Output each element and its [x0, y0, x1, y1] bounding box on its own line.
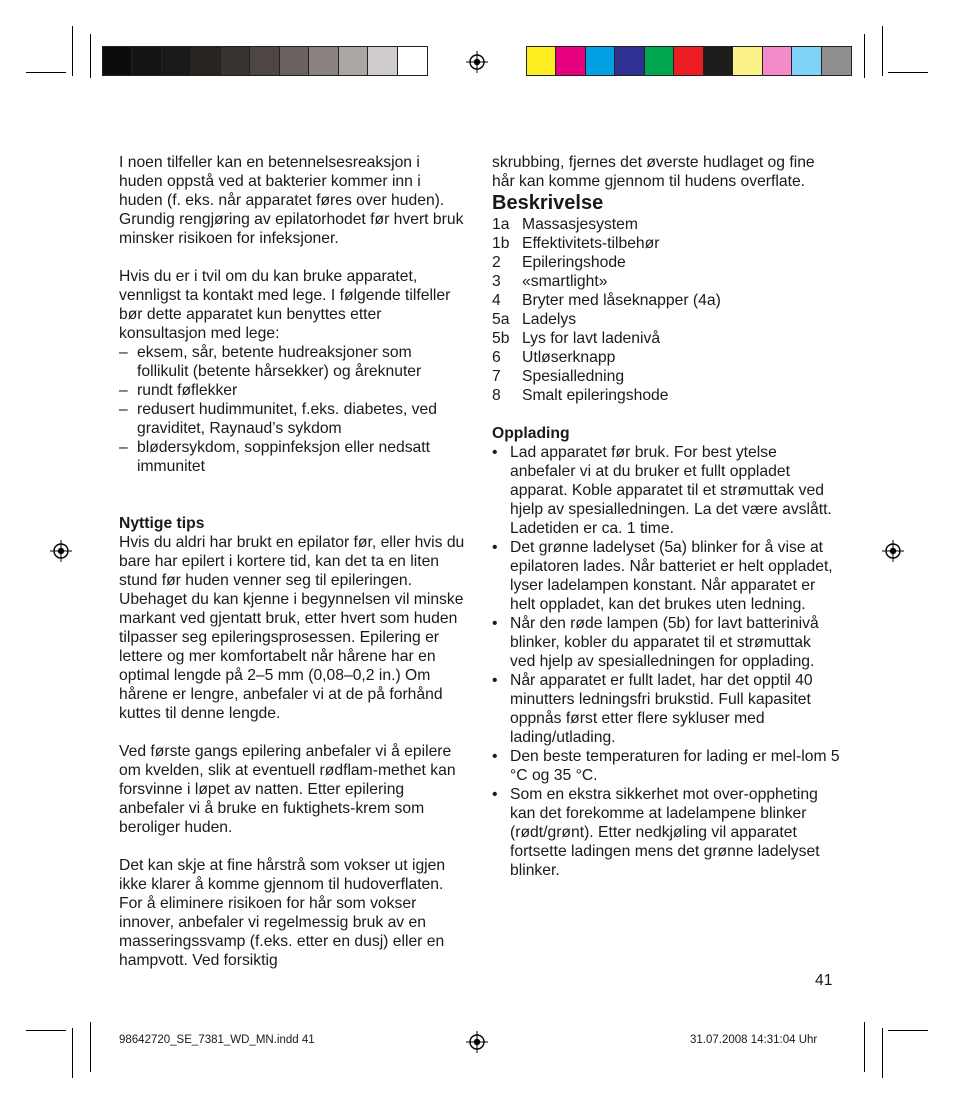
registration-mark-icon — [882, 540, 904, 562]
description-item — [492, 329, 840, 348]
description-item-number: 2 — [492, 254, 501, 271]
crop-mark — [882, 26, 883, 76]
color-swatch — [221, 47, 250, 75]
footer-file-name: 98642720_SE_7381_WD_MN.indd 41 — [119, 1034, 315, 1046]
color-swatch — [250, 47, 279, 75]
description-item — [492, 310, 840, 329]
color-swatch — [822, 47, 851, 75]
list-item: • Det grønne ladelyset (5a) blinker for å vise at epilatoren lades. Når batteriet er helt oppladet, lyser ladelampen konstant. Når apparatet er helt oppladet, kan det brukes uten ledning. — [492, 539, 833, 613]
color-swatch — [704, 47, 733, 75]
crop-mark — [90, 1022, 91, 1072]
left-column — [119, 153, 467, 970]
description-item-label: Epileringshode — [522, 254, 626, 271]
conditions-list — [119, 343, 467, 476]
description-item-number: 1b — [492, 235, 510, 252]
color-swatch — [339, 47, 368, 75]
charging-heading: Opplading — [492, 425, 570, 442]
consult-doctor-paragraph: Hvis du er i tvil om du kan bruke apparatet, vennligst ta kontakt med lege. I følgende tilfeller bør dette apparatet kun benyttes etter konsultasjon med lege: — [119, 268, 451, 342]
description-item-number: 8 — [492, 387, 501, 404]
tips-heading: Nyttige tips — [119, 515, 205, 532]
continuation-paragraph: skrubbing, fjernes det øverste hudlaget og fine hår kan komme gjennom til hudens overflate. — [492, 154, 815, 190]
description-item-label: Spesialledning — [522, 368, 625, 385]
grayscale-calibration-bar — [102, 46, 428, 76]
charging-list — [492, 443, 840, 880]
color-swatch — [792, 47, 821, 75]
crop-mark — [72, 26, 73, 76]
crop-mark — [888, 1030, 928, 1031]
crop-mark — [888, 72, 928, 73]
description-item — [492, 215, 840, 234]
list-item: – eksem, sår, betente hudreaksjoner som follikulit (betente hårsekker) og åreknuter — [119, 344, 422, 380]
color-swatch — [132, 47, 161, 75]
list-item: – redusert hudimmunitet, f.eks. diabetes, ved graviditet, Raynaud’s sykdom — [119, 401, 437, 437]
color-swatch — [191, 47, 220, 75]
list-item: – rundt føflekker — [119, 382, 238, 399]
description-item-label: Effektivitets-tilbehør — [522, 235, 660, 252]
list-item: • Som en ekstra sikkerhet mot over-oppheting kan det forekomme at ladelampene blinker (rødt/grønt). Etter nedkjøling vil apparatet fortsette ladingen mens det grønne ladelyset blinker. — [492, 786, 820, 879]
color-swatch — [586, 47, 615, 75]
description-item — [492, 386, 840, 405]
crop-mark — [864, 34, 865, 78]
crop-mark — [90, 34, 91, 78]
description-item-label: Smalt epileringshode — [522, 387, 669, 404]
color-swatch — [162, 47, 191, 75]
description-item-label: Ladelys — [522, 311, 577, 328]
color-swatch — [645, 47, 674, 75]
description-item — [492, 367, 840, 386]
footer-timestamp: 31.07.2008 14:31:04 Uhr — [690, 1034, 818, 1046]
color-swatch — [280, 47, 309, 75]
color-calibration-bar — [526, 46, 852, 76]
description-item — [492, 253, 840, 272]
description-item — [492, 272, 840, 291]
tips-paragraph: Ved første gangs epilering anbefaler vi å epilere om kvelden, slik at eventuell rødflam-methet kan forsvinne i løpet av natten. Etter epilering anbefaler vi å bruke en fuktighets-krem som beroliger huden. — [119, 743, 456, 836]
color-swatch — [398, 47, 427, 75]
description-item-label: Utløserknapp — [522, 349, 616, 366]
description-heading: Beskrivelse — [492, 192, 604, 214]
description-list — [492, 215, 840, 405]
crop-mark — [26, 72, 66, 73]
right-column — [492, 153, 840, 880]
color-swatch — [556, 47, 585, 75]
list-item: • Når den røde lampen (5b) for lavt batterinivå blinker, kobler du apparatet til et strømuttak ved hjelp av spesialledningen for opplading. — [492, 615, 819, 670]
description-item-label: Massasjesystem — [522, 216, 638, 233]
description-item-number: 6 — [492, 349, 501, 366]
description-item-label: Lys for lavt ladenivå — [522, 330, 661, 347]
registration-mark-icon — [466, 1031, 488, 1053]
crop-mark — [882, 1028, 883, 1078]
list-item: • Lad apparatet før bruk. For best ytelse anbefaler vi at du bruker et fullt oppladet apparat. Koble apparatet til et strømuttak ved hjelp av spesialledningen. La det være avslått. Ladetiden er ca. 1 time. — [492, 444, 832, 537]
description-item — [492, 348, 840, 367]
color-swatch — [368, 47, 397, 75]
infection-paragraph: I noen tilfeller kan en betennelsesreaksjon i huden oppstå ved at bakterier kommer inn i huden (f. eks. når apparatet føres over huden). Grundig rengjøring av epilatorhodet før hvert bruk minsker risikoen for infeksjoner. — [119, 154, 464, 247]
registration-mark-icon — [466, 51, 488, 73]
description-item-number: 4 — [492, 292, 501, 309]
description-item-label: Bryter med låseknapper (4a) — [522, 292, 721, 309]
description-item — [492, 291, 840, 310]
list-item: • Når apparatet er fullt ladet, har det opptil 40 minutters ledningsfri brukstid. Full kapasitet oppnås først etter flere sykluser med lading/utlading. — [492, 672, 813, 746]
list-item: • Den beste temperaturen for lading er mel-lom 5 °C og 35 °C. — [492, 748, 840, 784]
crop-mark — [26, 1030, 66, 1031]
color-swatch — [763, 47, 792, 75]
description-item-number: 1a — [492, 216, 510, 233]
color-swatch — [674, 47, 703, 75]
description-item-label: «smartlight» — [522, 273, 608, 290]
color-swatch — [103, 47, 132, 75]
tips-paragraph: Hvis du aldri har brukt en epilator før, eller hvis du bare har epilert i kortere tid, kan det ta en liten stund før huden venner seg til epileringen. Ubehaget du kan kjenne i begynnelsen vil minske markant ved gjentatt bruk, etter hvert som huden tilpasser seg epileringsprosessen. Epilering er lettere og mer komfortabelt når hårene har en optimal lengde på 2–5 mm (0,08–0,2 in.) Om hårene er lengre, anbefaler vi at de på forhånd kuttes til denne lengde. — [119, 534, 465, 722]
color-swatch — [527, 47, 556, 75]
registration-mark-icon — [50, 540, 72, 562]
description-item-number: 5b — [492, 330, 510, 347]
list-item: – blødersykdom, soppinfeksjon eller nedsatt immunitet — [119, 439, 430, 475]
page-number: 41 — [815, 972, 833, 989]
crop-mark — [72, 1028, 73, 1078]
description-item-number: 7 — [492, 368, 501, 385]
color-swatch — [733, 47, 762, 75]
description-item — [492, 234, 840, 253]
color-swatch — [615, 47, 644, 75]
description-item-number: 5a — [492, 311, 510, 328]
color-swatch — [309, 47, 338, 75]
crop-mark — [864, 1022, 865, 1072]
tips-paragraph: Det kan skje at fine hårstrå som vokser ut igjen ikke klarer å komme gjennom til hudoverflaten. For å eliminere risikoen for hår som vokser innover, anbefaler vi regelmessig bruk av en masseringssvamp (f.eks. etter en dusj) eller en hampvott. Ved forsiktig — [119, 857, 446, 969]
description-item-number: 3 — [492, 273, 501, 290]
